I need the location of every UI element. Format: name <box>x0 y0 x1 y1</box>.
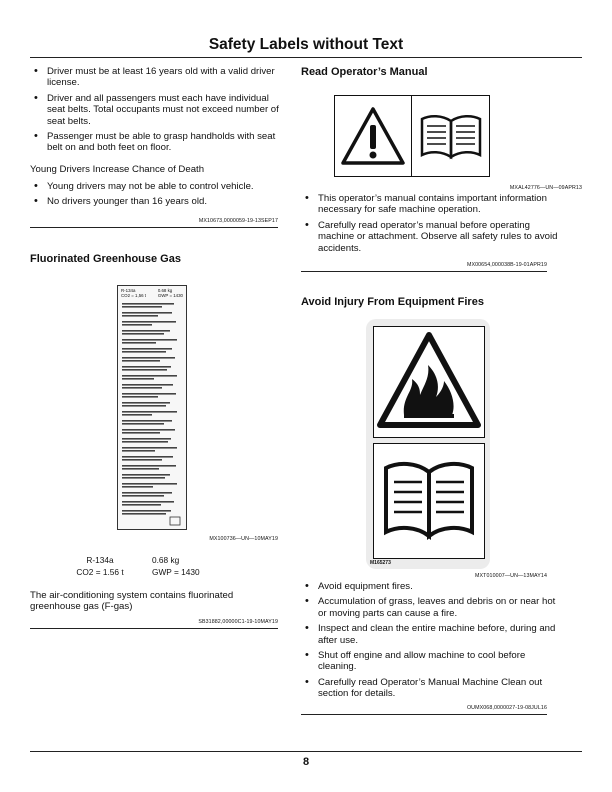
list-item: • Avoid equipment fires. <box>301 581 559 592</box>
section-reference: SB31882,00000C1-19-10MAY19 <box>198 619 278 625</box>
fgas-label-image <box>117 285 187 530</box>
label-refrigerant: R-134a <box>121 288 136 293</box>
read-manual-heading: Read Operator’s Manual <box>301 66 428 78</box>
list-item: • Driver and all passengers must each have individual seat belts. Total occupants must not exceed number of seat belts. <box>30 93 282 127</box>
young-drivers-list <box>30 181 282 212</box>
section-rule <box>301 714 547 715</box>
label-gwp: GWP = 1430 <box>157 293 183 298</box>
table-cell: R-134a <box>86 555 114 565</box>
exclamation-warning-icon <box>335 96 412 176</box>
label-multilingual-text <box>118 299 186 529</box>
figure-reference: MXAL42776—UN—09APR13 <box>509 185 582 191</box>
list-item: • Passenger must be able to grasp handholds with seat belt on and both feet on floor. <box>30 131 282 154</box>
section-rule <box>301 271 547 272</box>
page-number: 8 <box>302 756 310 768</box>
equipment-fires-heading: Avoid Injury From Equipment Fires <box>301 296 484 308</box>
section-reference: MX10673,0000059-19-13SEP17 <box>198 218 278 224</box>
figure-reference: MX100736—UN—10MAY19 <box>209 536 278 542</box>
list-item: • Driver must be at least 16 years old with a valid driver license. <box>30 66 282 89</box>
driver-requirements-list <box>30 66 282 158</box>
section-reference: OUMX068,0000027-19-08JUL16 <box>466 705 547 711</box>
fluorinated-gas-heading: Fluorinated Greenhouse Gas <box>30 253 181 265</box>
list-item: • This operator’s manual contains important information necessary for safe machine operation. <box>301 193 561 216</box>
fire-hazard-icon <box>373 326 485 438</box>
title-rule <box>30 57 582 58</box>
fgas-paragraph: The air-conditioning system contains fluorinated greenhouse gas (F-gas) <box>30 590 234 613</box>
fire-safety-label <box>366 319 490 569</box>
list-item: • Carefully read operator’s manual before operating machine or attachment. Observe all safety rules to avoid accidents. <box>301 220 561 254</box>
young-drivers-subheading: Young Drivers Increase Chance of Death <box>30 164 205 175</box>
section-rule <box>30 628 278 629</box>
list-item: • Shut off engine and allow machine to cool before cleaning. <box>301 650 559 673</box>
open-book-icon <box>412 96 489 176</box>
equipment-fires-list <box>301 581 559 704</box>
table-cell: GWP = 1430 <box>152 567 200 577</box>
list-item: • Carefully read Operator’s Manual Machine Clean out section for details. <box>301 677 559 700</box>
label-mass: 0.68 kg <box>157 288 173 293</box>
section-reference: MX00654,000038B-19-01APR19 <box>466 262 547 268</box>
list-item: • Accumulation of grass, leaves and debris on or near hot or moving parts can cause a fire. <box>301 596 559 619</box>
table-cell: 0.68 kg <box>152 555 180 565</box>
section-rule <box>30 227 278 228</box>
open-book-icon <box>373 443 485 559</box>
label-co2: CO2 = 1,56 t <box>121 293 147 298</box>
read-manual-list <box>301 193 561 258</box>
list-item: • Inspect and clean the entire machine before, during and after use. <box>301 623 559 646</box>
list-item: • No drivers younger than 16 years old. <box>30 196 282 207</box>
read-manual-label <box>334 95 490 177</box>
figure-reference: MXT010007—UN—13MAY14 <box>475 573 547 579</box>
page-title: Safety Labels without Text <box>208 36 404 53</box>
figure-code: M165273 <box>370 560 391 566</box>
table-cell: CO2 = 1.56 t <box>76 567 124 577</box>
footer-rule <box>30 751 582 752</box>
list-item: • Young drivers may not be able to control vehicle. <box>30 181 282 192</box>
